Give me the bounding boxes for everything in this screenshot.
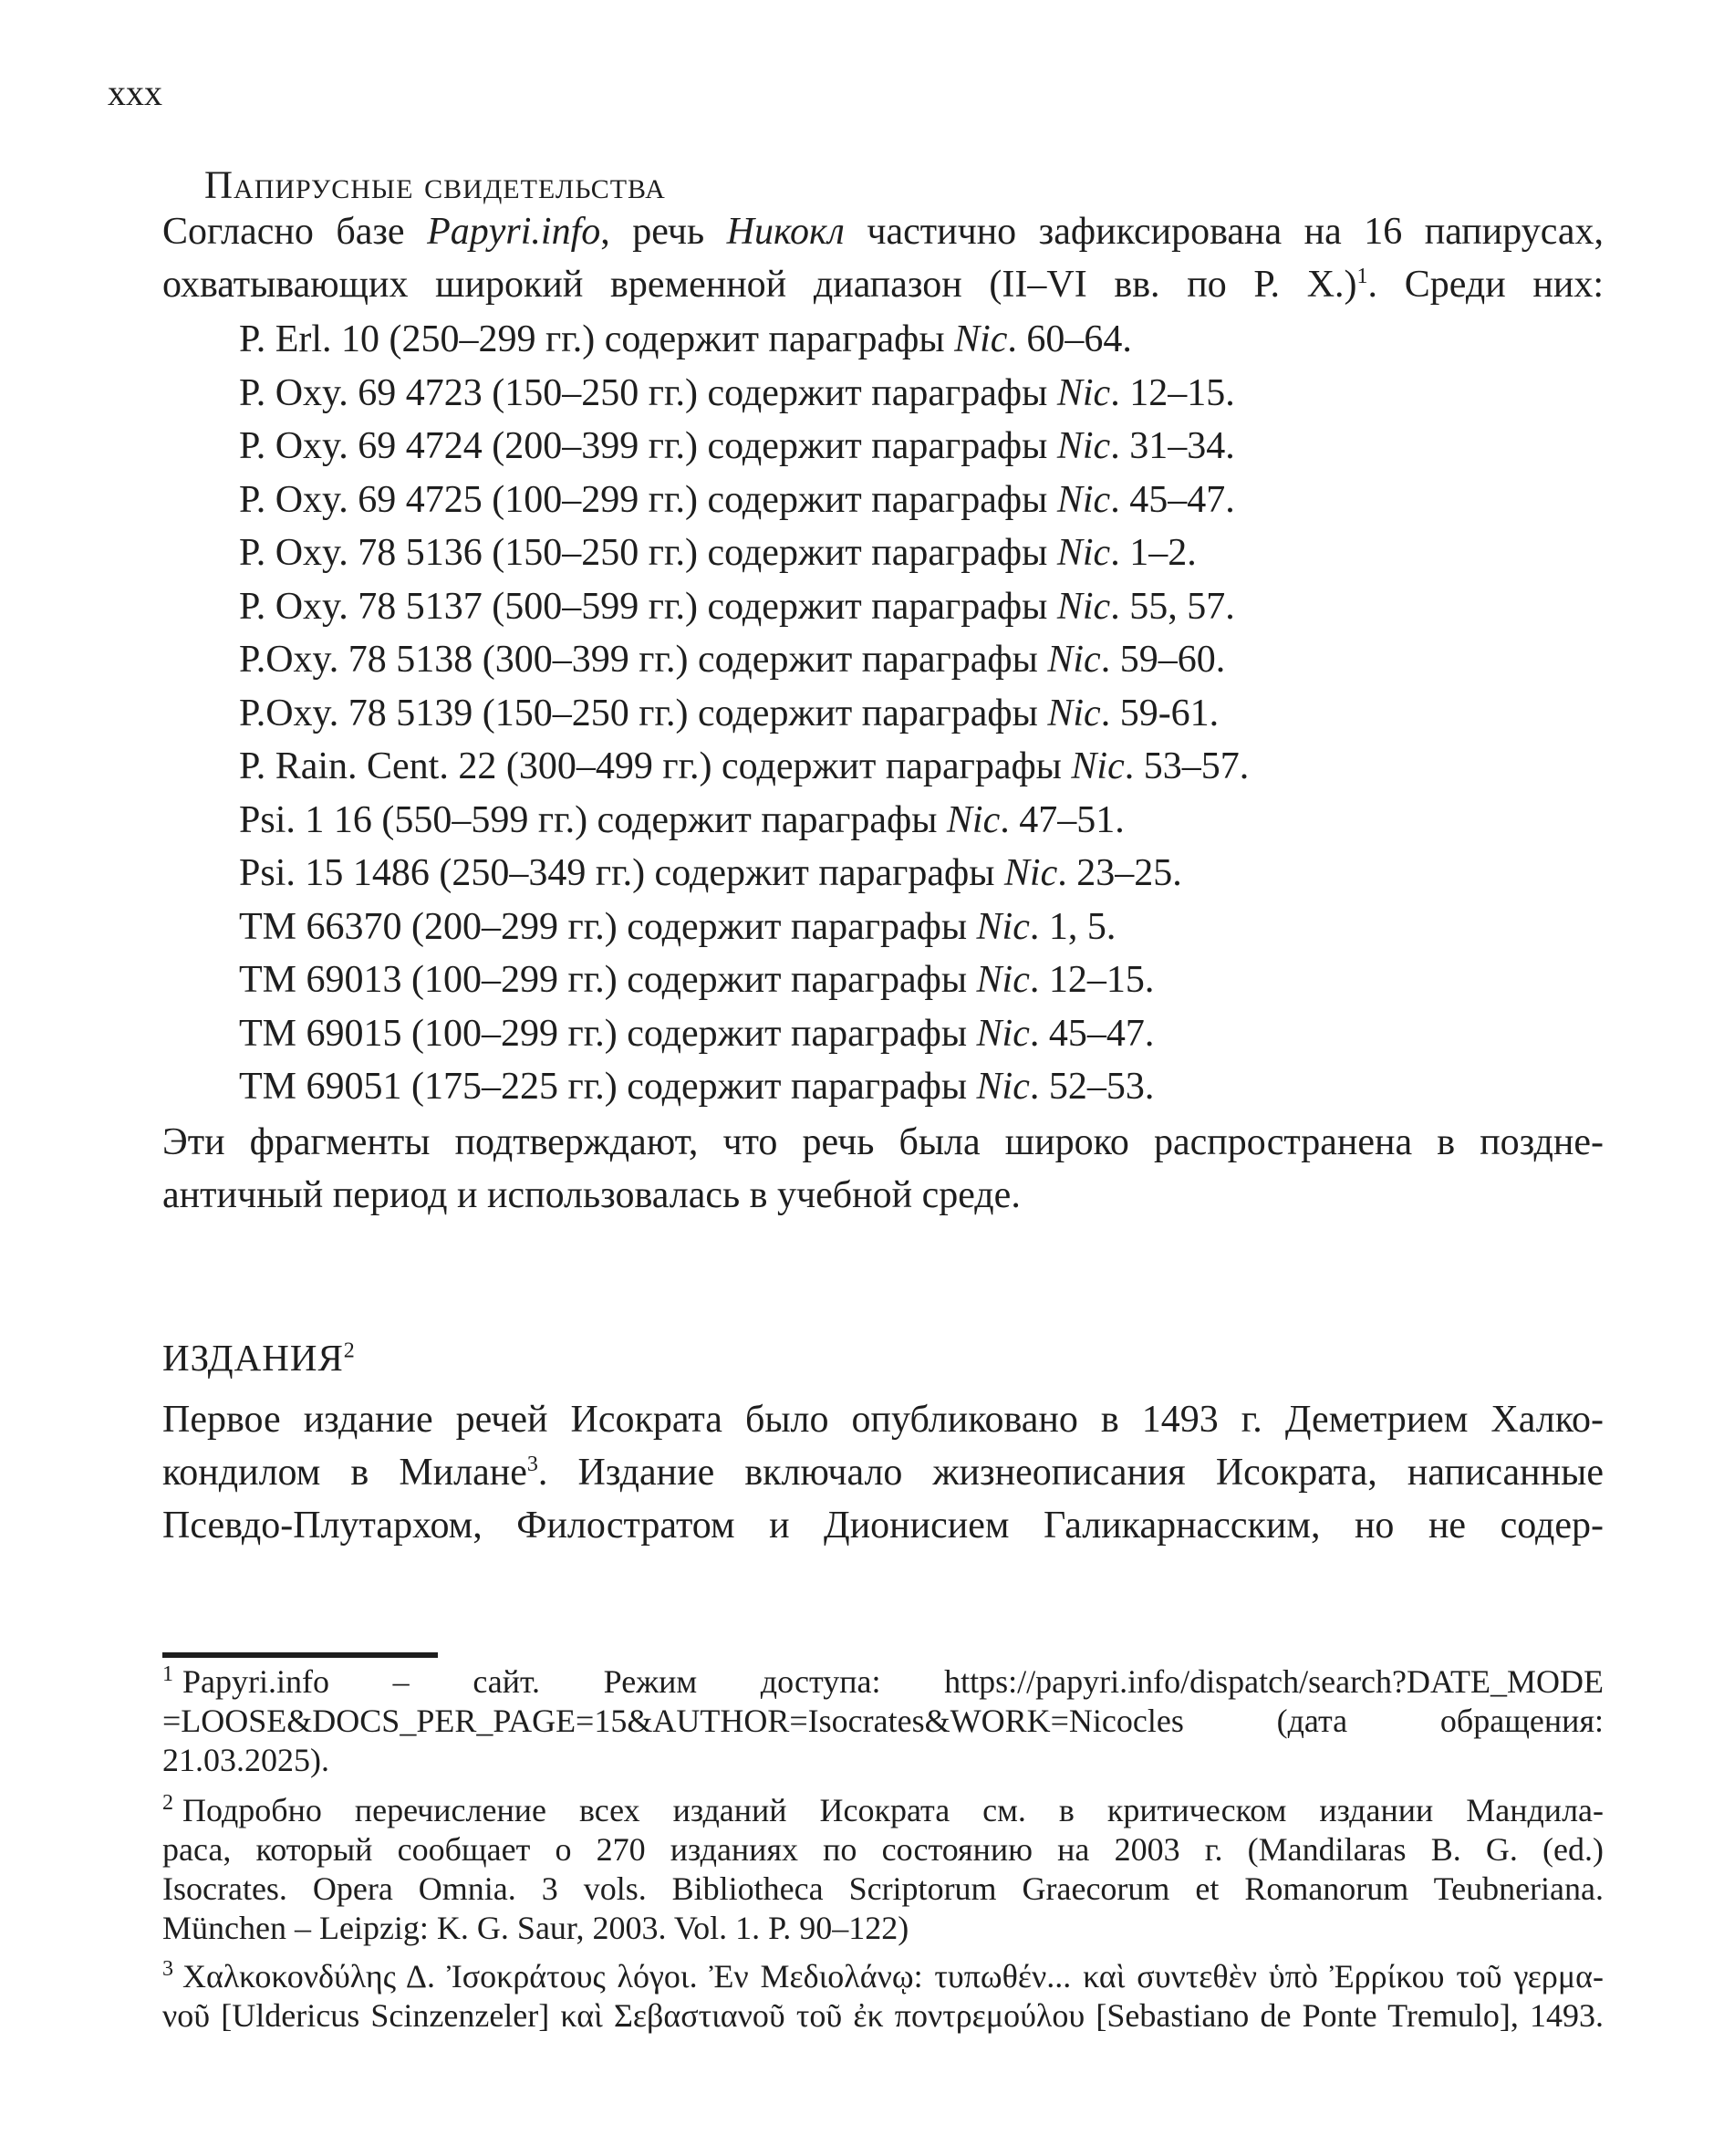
papyri-conclusion <box>162 1116 1604 1222</box>
list-item: P. Erl. 10 (250–299 гг.) содержит параграфы Nic. 60–64. <box>239 318 1132 360</box>
list-item: P. Oxy. 69 4723 (150–250 гг.) содержит параграфы Nic. 12–15. <box>239 371 1235 414</box>
footnote-1: $^1$ Papyri.info – сайт. Режим доступа: https://papyri.info/dispatch/search?DATE_MODE =LOOSE&DOCS_PER_PAGE=15&AUTHOR=Isocrates&WORK=Nicocles (дата обращения: 21.03.2025). <box>162 1662 1604 1778</box>
list-item: TM 66370 (200–299 гг.) содержит параграфы Nic. 1, 5. <box>239 905 1116 948</box>
conclusion-line-2: античный период и использовалась в учебной среде. <box>162 1174 1021 1216</box>
list-item: TM 69013 (100–299 гг.) содержит параграфы Nic. 12–15. <box>239 959 1155 1001</box>
list-item: P.Oxy. 78 5139 (150–250 гг.) содержит параграфы Nic. 59-61. <box>239 692 1220 734</box>
list-item: P. Oxy. 69 4724 (200–399 гг.) содержит параграфы Nic. 31–34. <box>239 425 1235 467</box>
list-item: Psi. 1 16 (550–599 гг.) содержит параграфы Nic. 47–51. <box>239 798 1125 841</box>
footnote-ref-3[interactable]: 3 <box>526 1453 538 1476</box>
footnote-mark: 3 <box>162 1957 173 1981</box>
footnote-2: $^2$ Подробно перечисление всех изданий Исократа см. в критическом издании Мандила- раса, который сообщает о 270 изданиях по состоянию на 2003 г. (Mandilaras B. G. (ed.) Isocrates. Opera Omnia. 3 vols. Bibliotheca Scriptorum Graecorum et Romanorum Teubneriana. München – Leipzig: K. G. Saur, 2003. Vol. 1. P. 90–122) <box>162 1791 1604 1946</box>
editions-heading: ИЗДАНИЯ$^2$ <box>162 1337 356 1379</box>
list-item: P. Rain. Cent. 22 (300–499 гг.) содержит параграфы Nic. 53–57. <box>239 745 1250 787</box>
papyri-intro <box>162 205 1604 311</box>
list-item: P. Oxy. 78 5136 (150–250 гг.) содержит параграфы Nic. 1–2. <box>239 532 1197 574</box>
list-item: TM 69015 (100–299 гг.) содержит параграфы Nic. 45–47. <box>239 1012 1155 1055</box>
list-item: P. Oxy. 69 4725 (100–299 гг.) содержит параграфы Nic. 45–47. <box>239 478 1235 521</box>
editions-line-3: Псевдо-Плутархом, Филостратом и Дионисием Галикарнасским, но не содер- <box>162 1505 1604 1547</box>
conclusion-line-1: Эти фрагменты подтверждают, что речь была широко распространена в поздне- <box>162 1121 1604 1163</box>
editions-line-1: Первое издание речей Исократа было опубликовано в 1493 г. Деметрием Халко- <box>162 1399 1604 1441</box>
editions-line-2: кондилом в Милане$^3$. Издание включало жизнеописания Исократа, написанные <box>162 1452 1604 1494</box>
footnote-ref-2[interactable]: 2 <box>343 1338 356 1363</box>
footnote-3: $^3$ Χαλκοκονδύλης Δ. Ἰσοκράτους λόγοι. Ἐν Μεδιολάνῳ: τυπωθέν... καὶ συντεθὲν ὑπὸ Ἐρρίκου τοῦ γερμα- νοῦ [Uldericus Scinzenzeler] καὶ Σεβαστιανοῦ τοῦ ἐκ ποντρεμούλου [Sebastiano de Ponte Tremulo], 1493. <box>162 1957 1604 2034</box>
papyri-list <box>239 313 1249 1114</box>
editions-paragraph <box>162 1393 1604 1552</box>
list-item: TM 69051 (175–225 гг.) содержит параграфы Nic. 52–53. <box>239 1066 1155 1108</box>
footnote-mark: 2 <box>162 1791 173 1815</box>
work-title: Никокл <box>726 211 845 253</box>
section-title-papyri: Папирусные свидетельства <box>204 164 666 207</box>
list-item: P. Oxy. 78 5137 (500–599 гг.) содержит параграфы Nic. 55, 57. <box>239 585 1235 628</box>
intro-line-1: Согласно базе Papyri.info, речь Никокл частично зафиксирована на 16 папирусах, <box>162 211 1605 253</box>
list-item: P.Oxy. 78 5138 (300–399 гг.) содержит параграфы Nic. 59–60. <box>239 639 1226 681</box>
footnote-mark: 1 <box>162 1662 173 1686</box>
list-item: Psi. 15 1486 (250–349 гг.) содержит параграфы Nic. 23–25. <box>239 852 1182 894</box>
page-number: xxx <box>108 72 162 113</box>
footnote-ref-1[interactable]: 1 <box>1356 265 1368 288</box>
source-name: Papyri.info <box>427 211 601 253</box>
footnote-rule <box>162 1652 438 1658</box>
intro-line-2: охватывающих широкий временной диапазон (II–VI вв. по Р. Х.)$^1$. Среди них: <box>162 264 1605 306</box>
